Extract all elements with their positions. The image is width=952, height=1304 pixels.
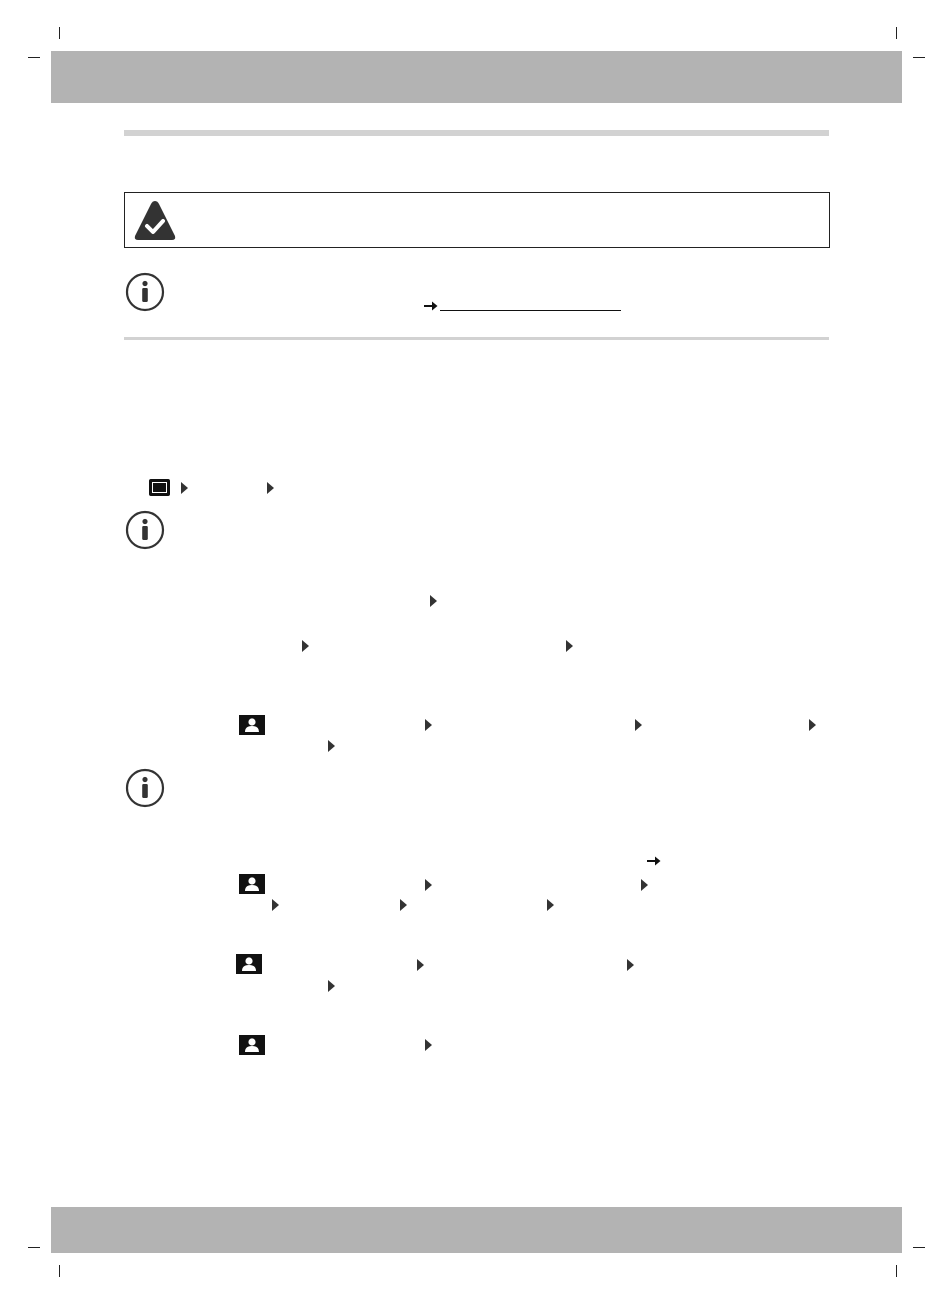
checkmark-warning-triangle-icon	[132, 198, 178, 244]
crop-mark-top-right-vertical	[896, 27, 897, 39]
screen-menu-icon	[149, 479, 170, 496]
contact-person-icon	[236, 954, 262, 974]
section-bottom-rule	[124, 337, 829, 340]
triangle-right-icon	[417, 959, 424, 971]
section-top-rule	[124, 130, 829, 136]
contact-person-icon	[239, 1035, 265, 1055]
triangle-right-icon	[400, 899, 407, 911]
triangle-right-icon	[635, 719, 642, 731]
triangle-right-icon	[425, 1039, 432, 1051]
triangle-right-icon	[328, 980, 335, 992]
triangle-right-icon	[566, 640, 573, 652]
triangle-right-icon	[181, 482, 188, 494]
triangle-right-icon	[425, 879, 432, 891]
crop-mark-bottom-left-vertical	[59, 1265, 60, 1277]
triangle-right-icon	[547, 899, 554, 911]
crop-mark-bottom-right-vertical	[896, 1265, 897, 1277]
triangle-right-icon	[627, 959, 634, 971]
triangle-right-icon	[302, 640, 309, 652]
requirement-note-box	[124, 192, 830, 248]
page-header-band	[51, 51, 902, 103]
triangle-right-icon	[430, 595, 437, 607]
arrow-right-icon	[423, 300, 439, 312]
triangle-right-icon	[267, 482, 274, 494]
crop-mark-bottom-right-horizontal	[913, 1247, 925, 1248]
info-circle-icon	[125, 510, 165, 550]
triangle-right-icon	[809, 719, 816, 731]
crop-mark-top-left-vertical	[59, 27, 60, 39]
crop-mark-top-right-horizontal	[913, 57, 925, 58]
arrow-right-icon	[646, 855, 662, 867]
reference-link-underline[interactable]	[440, 310, 621, 311]
info-circle-icon	[125, 768, 165, 808]
triangle-right-icon	[328, 740, 335, 752]
triangle-right-icon	[272, 899, 279, 911]
page-footer-band	[51, 1207, 902, 1253]
info-circle-icon	[125, 272, 165, 312]
triangle-right-icon	[641, 879, 648, 891]
crop-mark-bottom-left-horizontal	[28, 1247, 40, 1248]
crop-mark-top-left-horizontal	[28, 57, 40, 58]
contact-person-icon	[239, 874, 265, 894]
contact-person-icon	[239, 715, 265, 735]
triangle-right-icon	[425, 719, 432, 731]
